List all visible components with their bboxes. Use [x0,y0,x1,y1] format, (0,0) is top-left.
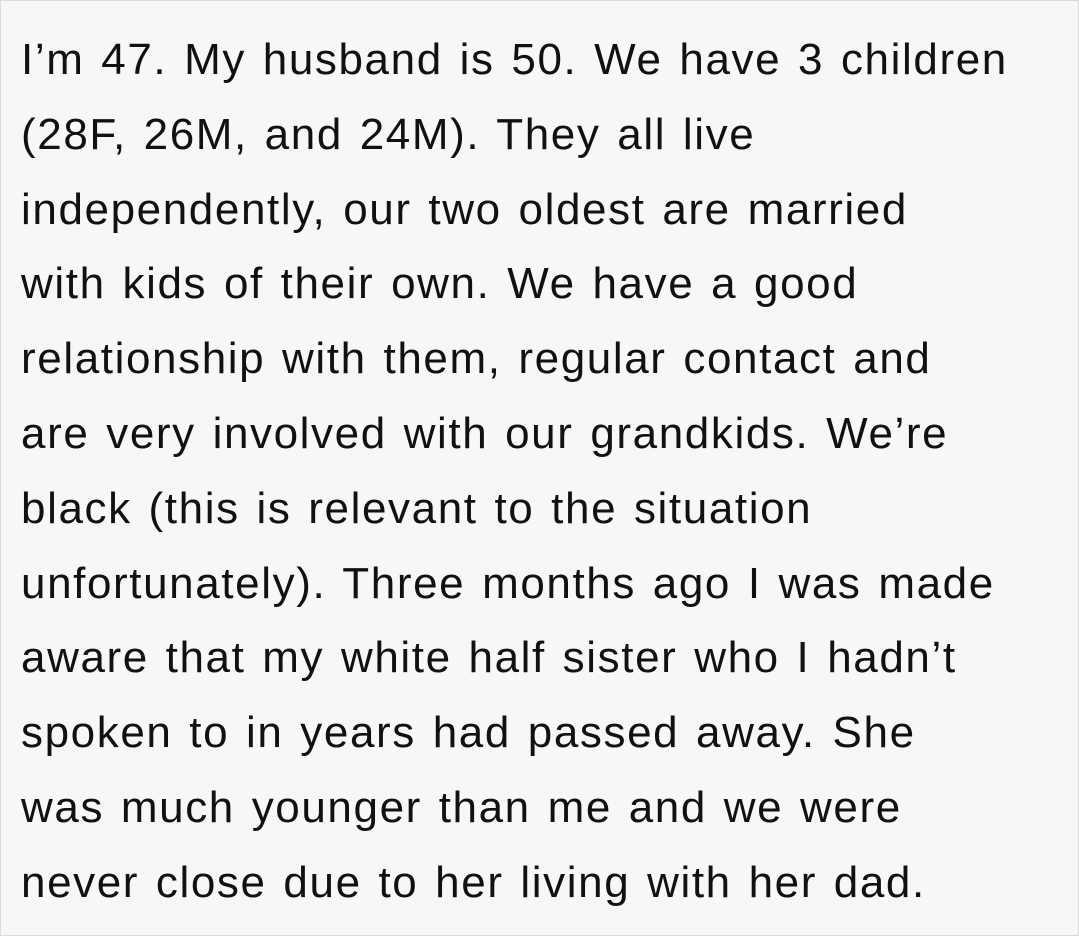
text-line: I’m 47. My husband is 50. We have 3 children [21,35,1008,84]
text-line: black (this is relevant to the situation [21,483,813,533]
text-line: are very involved with our grandkids. We’re [21,408,949,458]
text-line: relationship with them, regular contact and [21,334,932,384]
text-line: with kids of their own. We have a good [21,259,859,309]
text-line: independently, our two oldest are married [21,184,908,234]
text-line: aware that my white half sister who I hadn’t [21,633,957,683]
text-line: was much younger than me and we were [21,782,902,832]
text-line: never close due to her living with her dad. [21,857,926,907]
text-line: spoken to in years had passed away. She [21,708,916,758]
text-line: (28F, 26M, and 24M). They all live [21,109,756,159]
text-line: unfortunately). Three months ago I was made [21,558,995,608]
post-body [21,23,1008,921]
